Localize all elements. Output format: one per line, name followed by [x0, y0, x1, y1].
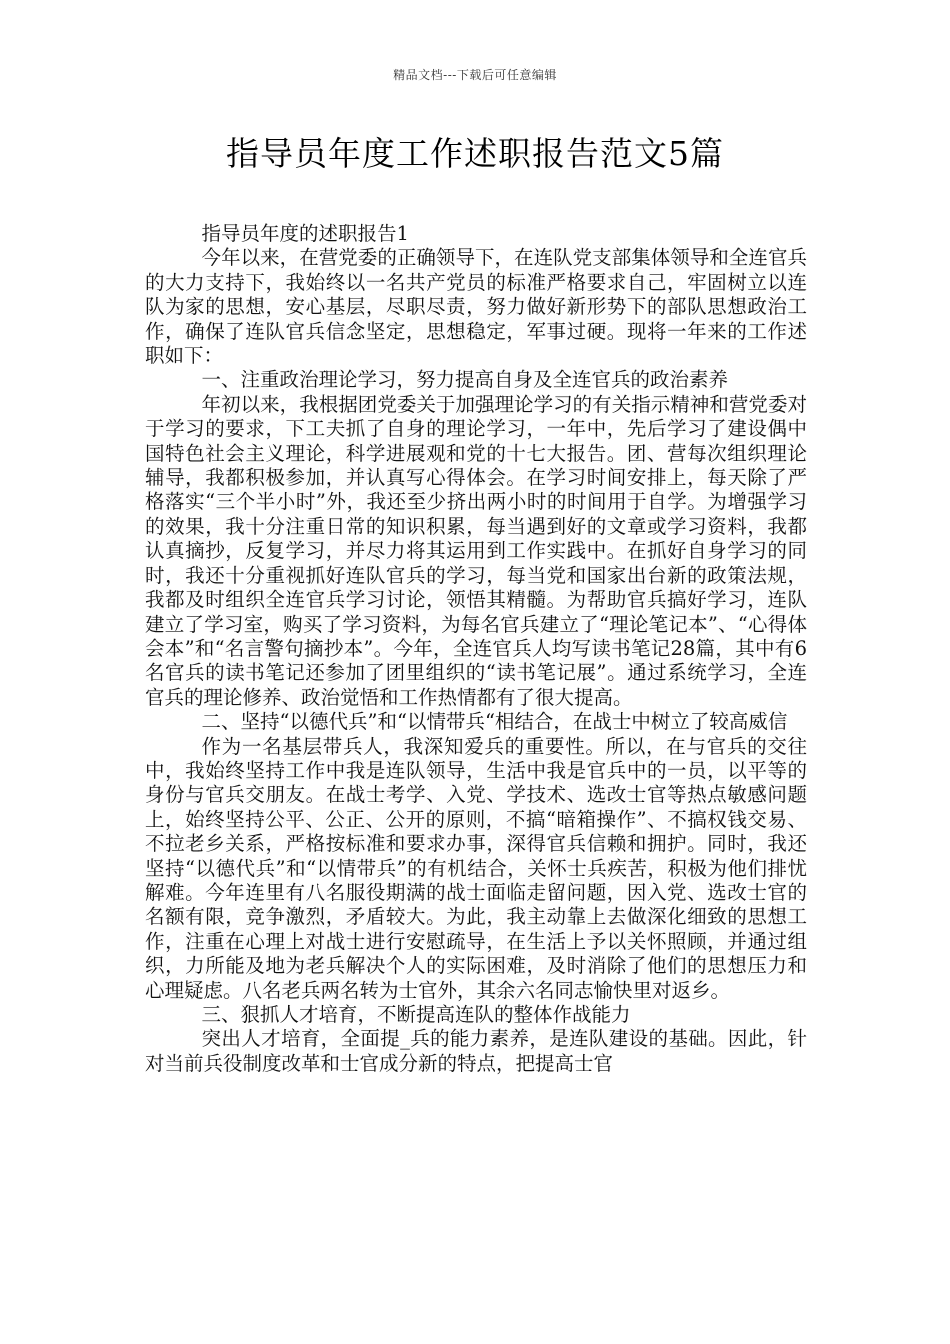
heading-section-3: 三、狠抓人才培育，不断提高连队的整体作战能力 — [201, 1003, 631, 1026]
heading-section-2: 二、坚持“以德代兵”和“以情带兵“相结合，在战士中树立了较高威信 — [201, 710, 788, 734]
paragraph-intro: 今年以来，在营党委的正确领导下，在连队党支部集体领导和全连官兵的大力支持下，我始终以一名共产党员的标准严格要求自己，牢固树立以连队为家的思想，安心基层，尽职尽责，努力做好新形势下的部队思想政治工作，确保了连队官兵信念坚定，思想稳定，军事过硬。现将一年来的工作述职如下： — [145, 246, 807, 368]
section-subtitle: 指导员年度的述职报告1 — [201, 222, 409, 245]
paragraph-section-1: 年初以来，我根据团党委关于加强理论学习的有关指示精神和营党委对于学习的要求，下工夫抓了自身的理论学习，一年中，先后学习了建设偶中国特色社会主义理论，科学进展观和党的十七大报告。团、营每次组织理论辅导，我都积极参加，并认真写心得体会。在学习时间安排上，每天除了严格落实“三个半小时”外，我还至少挤出两小时的时间用于自学。为增强学习的效果，我十分注重日常的知识积累，每当遇到好的文章或学习资料，我都认真摘抄，反复学习，并尽力将其运用到工作实践中。在抓好自身学习的同时，我还十分重视抓好连队官兵的学习，每当党和国家出台新的政策法规，我都及时组织全连官兵学习讨论，领悟其精髓。为帮助官兵搞好学习，连队建立了学习室，购买了学习资料，为每名官兵建立了“理论笔记本”、“心得体会本”和“名言警句摘抄本”。今年，全连官兵人均写读书笔记28篇，其中有6名官兵的读书笔记还参加了团里组织的“读书笔记展”。通过系统学习，全连官兵的理论修养、政治觉悟和工作热情都有了很大提高。 — [145, 392, 807, 709]
header-note: 精品文档---下载后可任意编辑 — [393, 68, 557, 82]
document-body — [145, 222, 807, 1076]
paragraph-section-3: 突出人才培育，全面提_兵的能力素养，是连队建设的基础。因此，针对当前兵役制度改革和士官成分新的特点，把提高士官 — [145, 1027, 807, 1075]
heading-section-1: 一、注重政治理论学习，努力提高自身及全连官兵的政治素养 — [201, 368, 729, 392]
document-title: 指导员年度工作述职报告范文5篇 — [226, 134, 724, 173]
paragraph-section-2: 作为一名基层带兵人，我深知爱兵的重要性。所以，在与官兵的交往中，我始终坚持工作中我是连队领导，生活中我是官兵中的一员，以平等的身份与官兵交朋友。在战士考学、入党、学技术、选改士官等热点敏感问题上，始终坚持公平、公正、公开的原则，不搞“暗箱操作”、不搞权钱交易、不拉老乡关系，严格按标准和要求办事，深得官兵信赖和拥护。同时，我还坚持“以德代兵”和“以情带兵”的有机结合，关怀士兵疾苦，积极为他们排忧解难。今年连里有八名服役期满的战士面临走留问题，因入党、选改士官的名额有限，竞争激烈，矛盾较大。为此，我主动靠上去做深化细致的思想工作，注重在心理上对战士进行安慰疏导，在生活上予以关怀照顾，并通过组织，力所能及地为老兵解决个人的实际困难，及时消除了他们的思想压力和心理疑虑。八名老兵两名转为士官外，其余六名同志愉快里对返乡。 — [145, 734, 807, 1002]
